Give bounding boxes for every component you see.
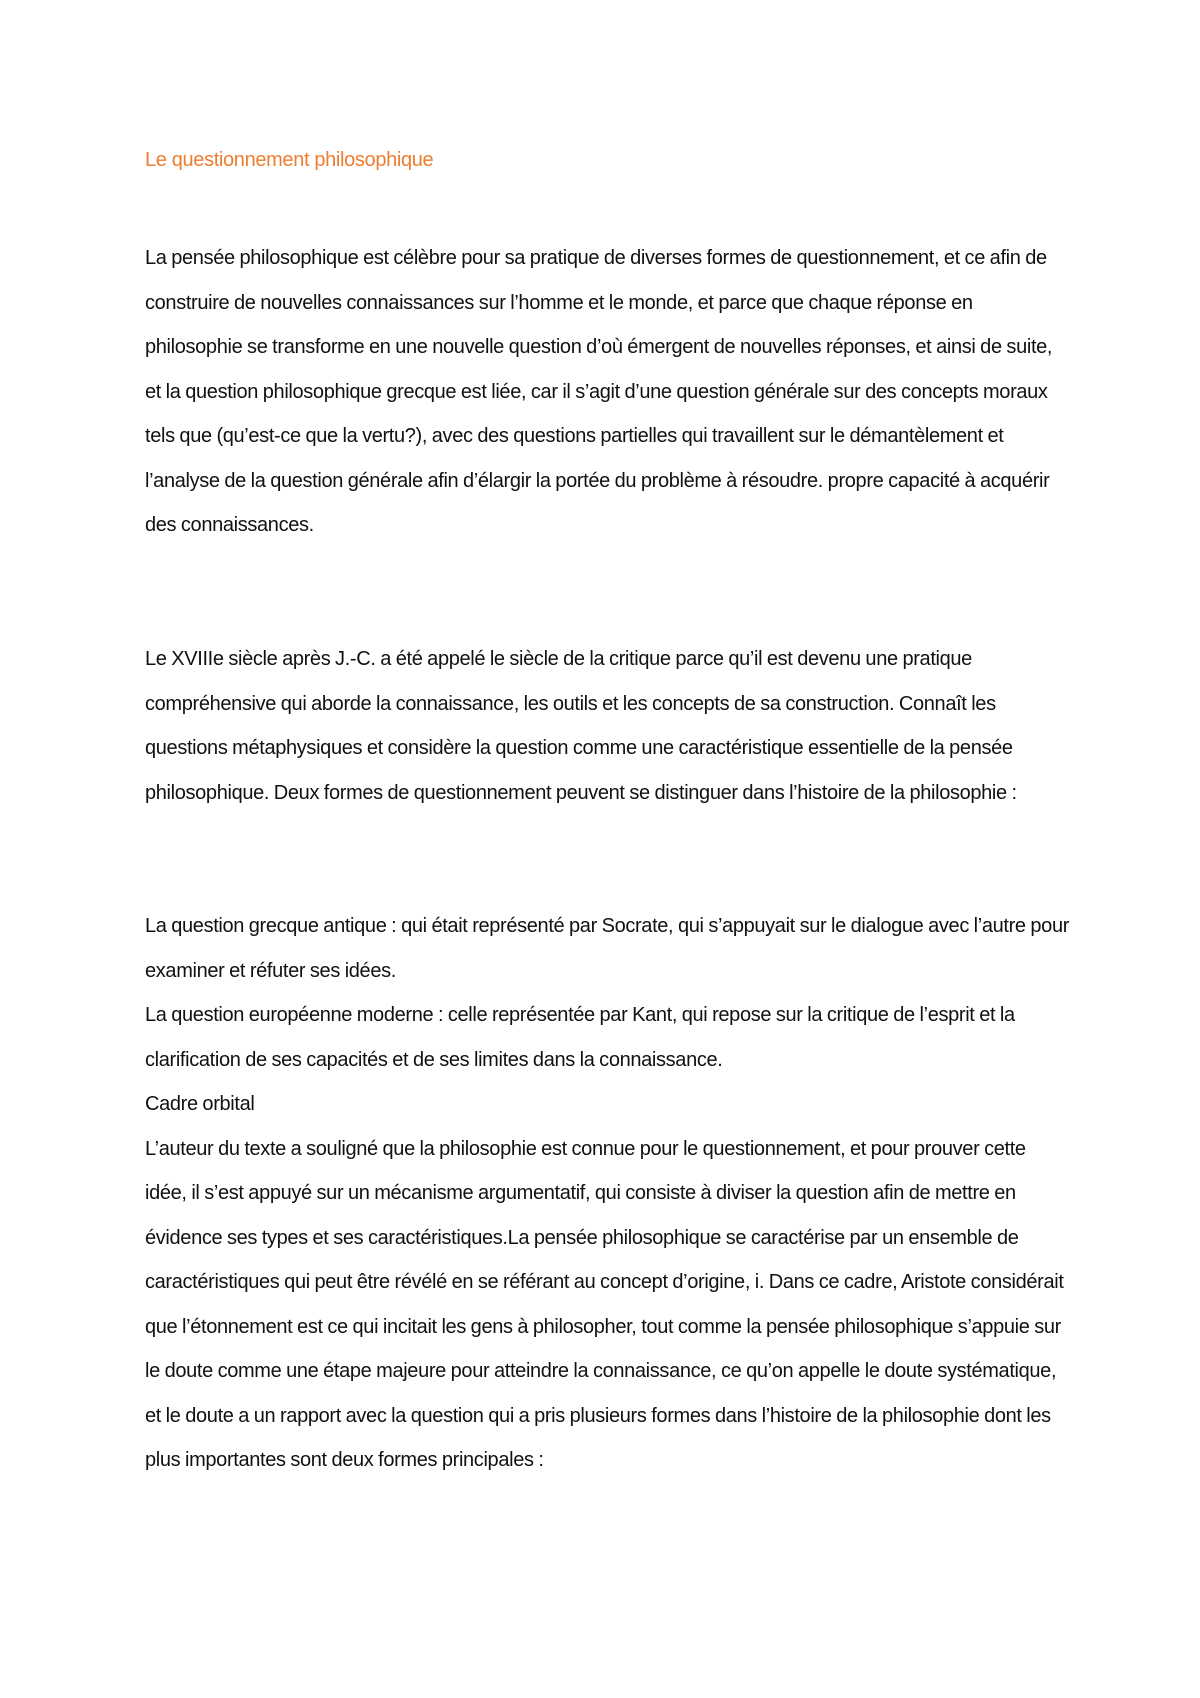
paragraph-critique-century: Le XVIIIe siècle après J.-C. a été appelé le siècle de la critique parce qu’il est devenu une pratique compréhensive qui aborde la connaissance, les outils et les concepts de sa construction. Connaît les questions métaphysiques et considère la question comme une caractéristique essentielle de la pensée philosophique. Deux formes de questionnement peuvent se distinguer dans l’histoire de la philosophie : bbox=[145, 648, 1017, 804]
paragraph-questioning: La pensée philosophique est célèbre pour sa pratique de diverses formes de questionnement, et ce afin de construire de nouvelles connaissances sur l’homme et le monde, et parce que chaque réponse en philosophie se transforme en une nouvelle question d’où émergent de nouvelles réponses, et ainsi de suite, et la question philosophique grecque est liée, car il s’agit d’une question générale sur des concepts moraux tels que (qu’est-ce que la vertu?), avec des questions partielles qui travaillent sur le démantèlement et l’analyse de la question générale afin d’élargir la portée du problème à résoudre. propre capacité à acquérir des connaissances. bbox=[145, 247, 1053, 536]
paragraph-european-question: La question européenne moderne : celle représentée par Kant, qui repose sur la critique de l’esprit et la clarification de ses capacités et de ses limites dans la connaissance. bbox=[145, 1004, 1015, 1071]
paragraph-block-intro bbox=[145, 236, 1070, 548]
paragraph-block-eighteenth-century bbox=[145, 637, 1070, 815]
paragraph-block-forms bbox=[145, 904, 1070, 1483]
document-title: Le questionnement philosophique bbox=[145, 149, 434, 171]
paragraph-cadre-orbital: Cadre orbital bbox=[145, 1093, 255, 1115]
paragraph-greek-question: La question grecque antique : qui était représenté par Socrate, qui s’appuyait sur le dialogue avec l’autre pour examiner et réfuter ses idées. bbox=[145, 915, 1070, 982]
paragraph-author-argument: L’auteur du texte a souligné que la philosophie est connue pour le questionnement, et pour prouver cette idée, il s’est appuyé sur un mécanisme argumentatif, qui consiste à diviser la question afin de mettre en évidence ses types et ses caractéristiques.La pensée philosophique se caractérise par un ensemble de caractéristiques qui peut être révélé en se référant au concept d’origine, i. Dans ce cadre, Aristote considérait que l’étonnement est ce qui incitait les gens à philosopher, tout comme la pensée philosophique s’appuie sur le doute comme une étape majeure pour atteindre la connaissance, ce qu’on appelle le doute systématique, et le doute a un rapport avec la question qui a pris plusieurs formes dans l’histoire de la philosophie dont les plus importantes sont deux formes principales : bbox=[145, 1137, 1064, 1471]
